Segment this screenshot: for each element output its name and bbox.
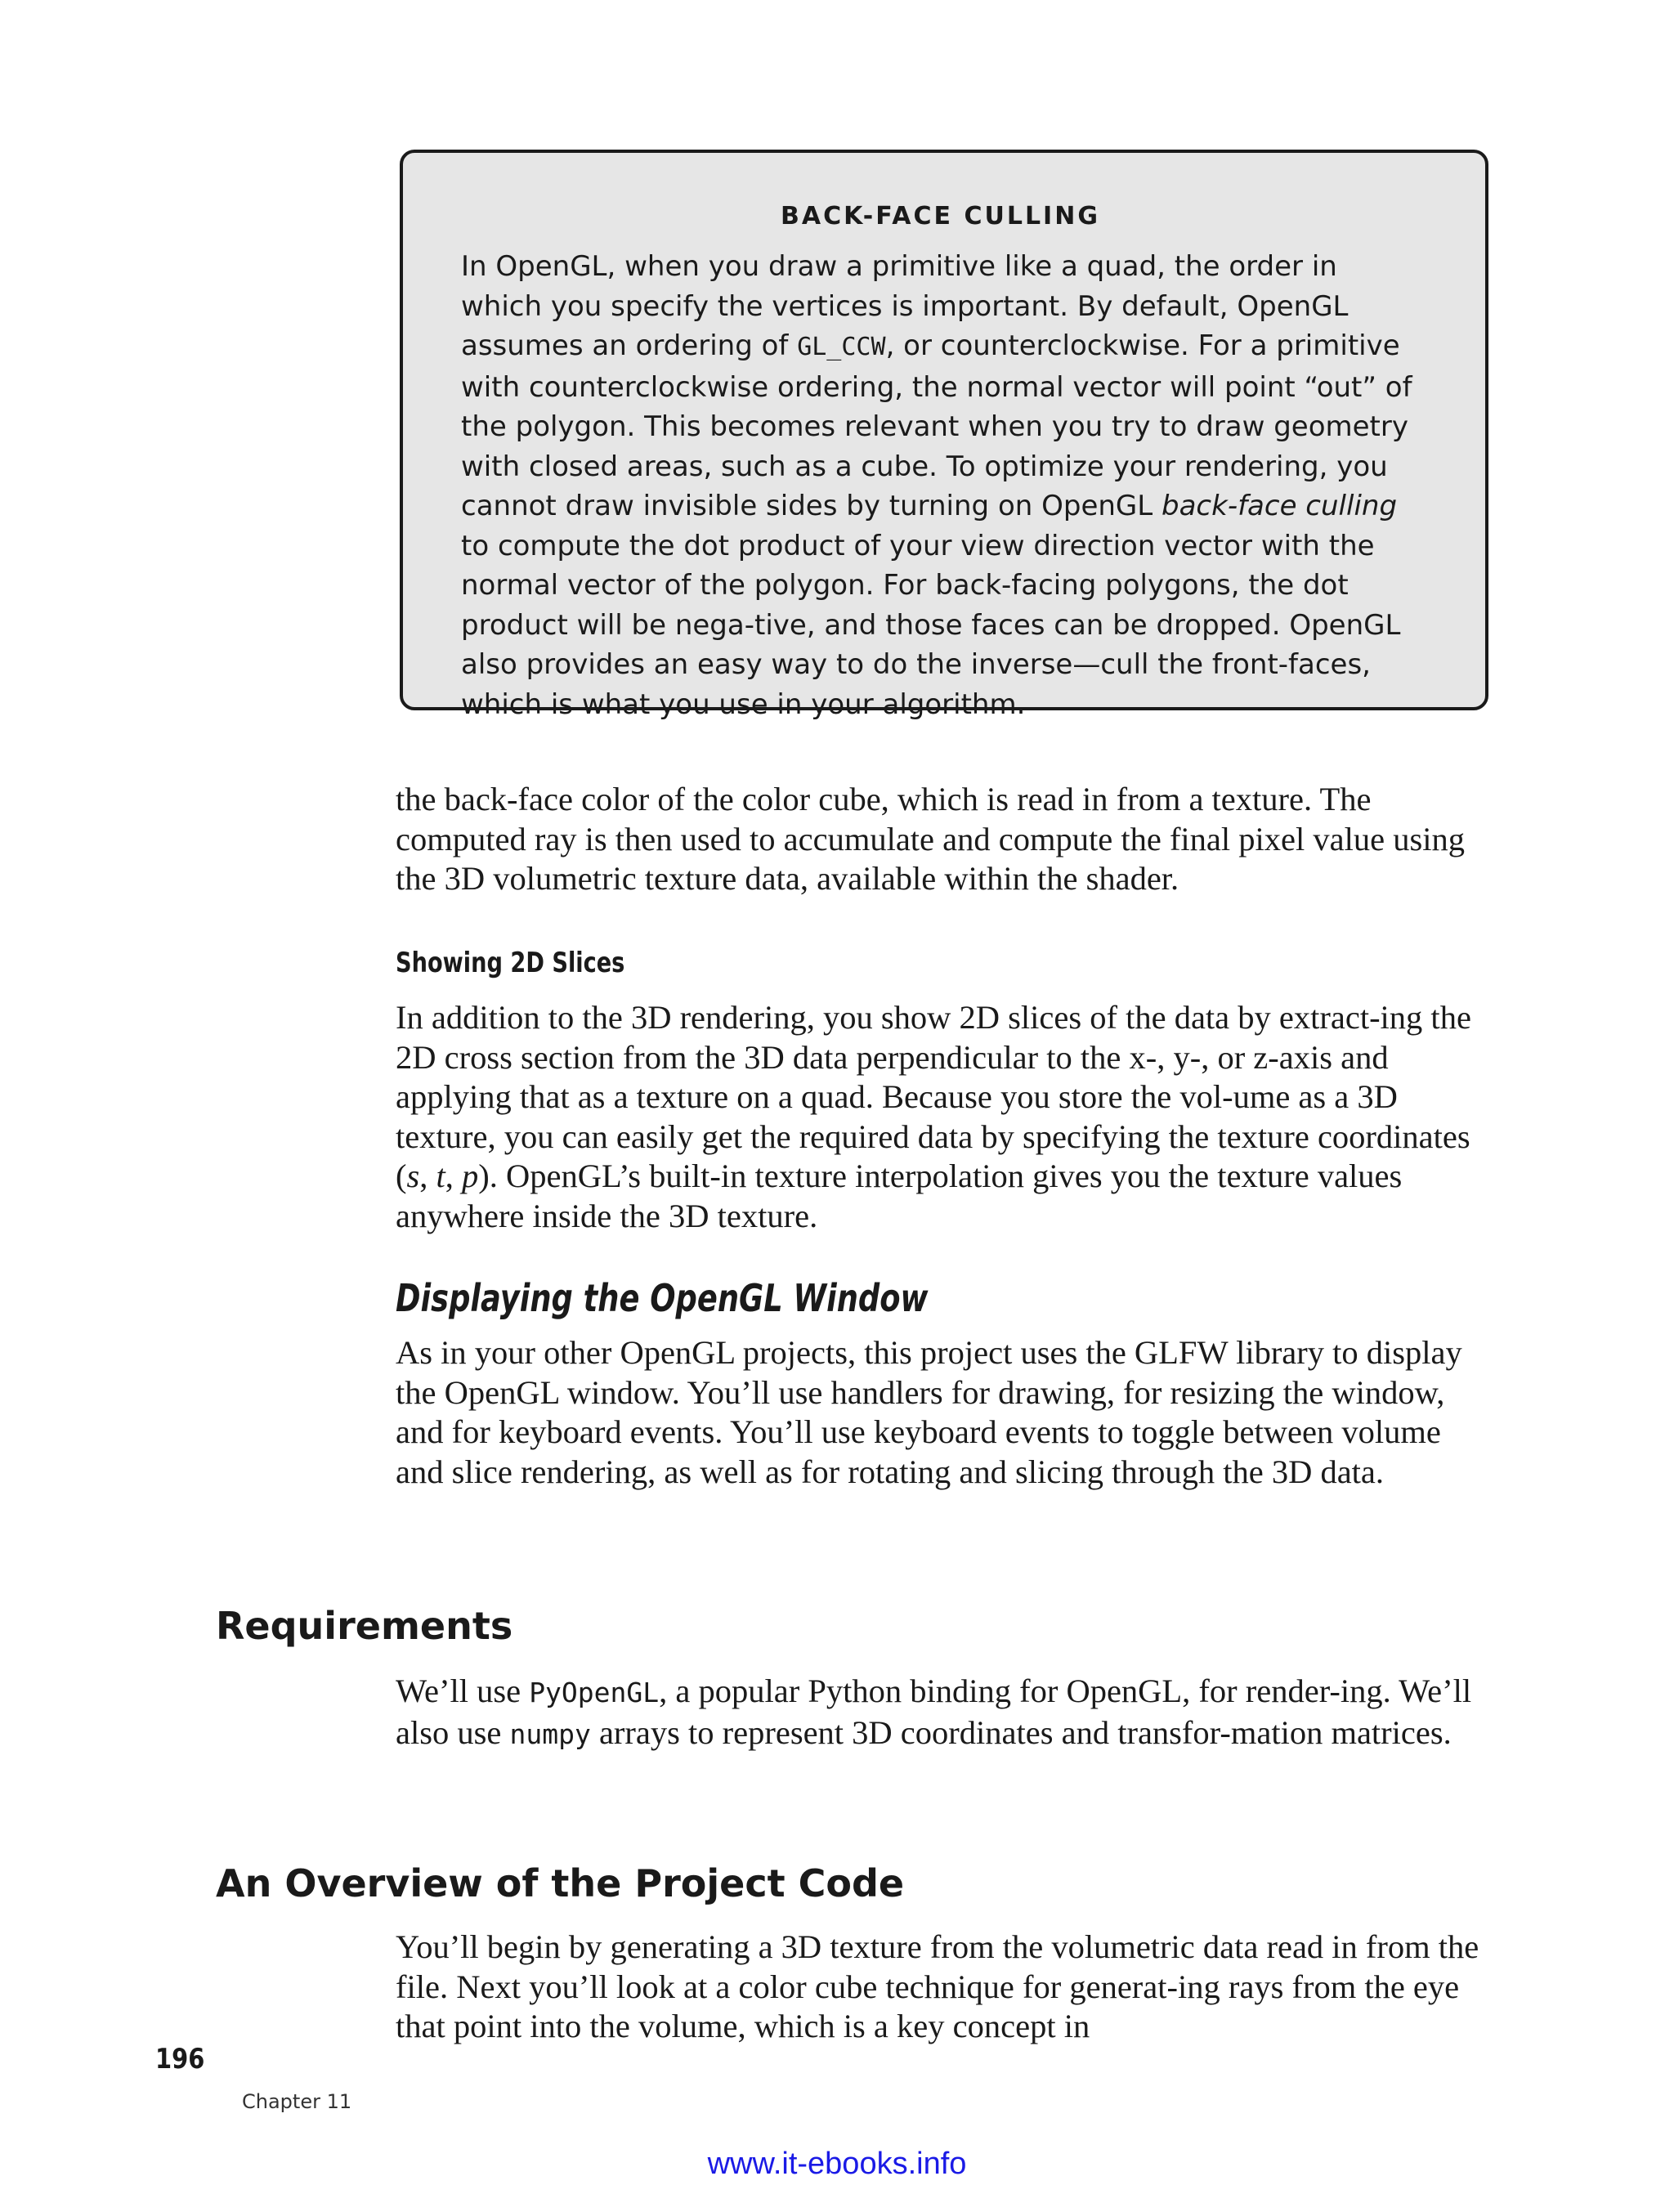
sidebar-text-part-2: , or counterclockwise. For a primitive with counterclockwise ordering, the normal vector will point “out” of the polygon. This becomes relevant when you try to draw geometry with closed areas, such as a cube. To optimize your rendering, you cannot draw invisible sides by turning on OpenGL [461, 329, 1412, 522]
window-heading: Displaying the OpenGL Window [396, 1276, 929, 1320]
requirements-heading: Requirements [216, 1604, 513, 1648]
coord-separator-1: , [419, 1157, 436, 1194]
slices-text-part-2: ). OpenGL’s built-in texture interpolation gives you the texture values anywhere inside the 3D texture. [396, 1157, 1403, 1234]
sidebar-title: BACK-FACE CULLING [781, 202, 1100, 231]
sidebar-text [461, 247, 1420, 724]
code-pyopengl: PyOpenGL [529, 1677, 660, 1708]
sidebar-code-gl-ccw: GL_CCW [797, 333, 886, 361]
overview-paragraph: You’ll begin by generating a 3D texture from the volumetric data read in from the file. Next you’ll look at a color cube technique for generat-ing rays from the eye that point into the volume, which is a key concept in [396, 1928, 1479, 2044]
watermark-link[interactable]: www.it-ebooks.info [707, 2147, 967, 2181]
sidebar-box [400, 150, 1488, 721]
requirements-paragraph [396, 1672, 1491, 1754]
page-number: 196 [155, 2043, 205, 2075]
overview-heading: An Overview of the Project Code [216, 1861, 905, 1905]
coord-s: s [406, 1157, 420, 1194]
chapter-label: Chapter 11 [242, 2090, 352, 2113]
sidebar-text-part-3: to compute the dot product of your view direction vector with the normal vector of the polygon. For back-facing polygons, the dot product will be nega-tive, and those faces can be dropped. OpenGL also provides an easy way to do the inverse—cull the front-faces, which is what you use in your algorithm. [461, 529, 1401, 721]
requirements-text-part-2: , a popular Python binding for OpenGL, for render-ing. We’ll also use [396, 1672, 1472, 1751]
coord-p: p [462, 1157, 479, 1194]
sidebar-text-part-1: In OpenGL, when you draw a primitive like a quad, the order in which you specify the vertices is important. By default, OpenGL assumes an ordering of [461, 250, 1349, 362]
sidebar-italic-term: back-face culling [1162, 490, 1398, 522]
code-numpy: numpy [509, 1717, 591, 1750]
slices-paragraph [396, 998, 1491, 1236]
coord-separator-2: , [445, 1157, 463, 1194]
slices-heading: Showing 2D Slices [396, 947, 625, 979]
requirements-text-part-3: arrays to represent 3D coordinates and transfor-mation matrices. [590, 1713, 1452, 1751]
requirements-text-part-1: We’ll use [396, 1672, 530, 1709]
coord-t: t [436, 1157, 445, 1194]
window-paragraph: As in your other OpenGL projects, this project uses the GLFW library to display the OpenGL window. You’ll use handlers for drawing, for resizing the window, and for keyboard events. You’ll use keyboard events to toggle between volume and slice rendering, as well as for rotating and slicing through the 3D data. [396, 1334, 1462, 1490]
continued-paragraph: the back-face color of the color cube, which is read in from a texture. The computed ray is then used to accumulate and compute the final pixel value using the 3D volumetric texture data, available within the shader. [396, 781, 1465, 897]
slices-text-part-1: In addition to the 3D rendering, you show 2D slices of the data by extract-ing the 2D cross section from the 3D data perpendicular to the x-, y-, or z-axis and applying that as a texture on a quad. Because you store the vol-ume as a 3D texture, you can easily get the required data by specifying the texture coordinates ( [396, 999, 1471, 1194]
